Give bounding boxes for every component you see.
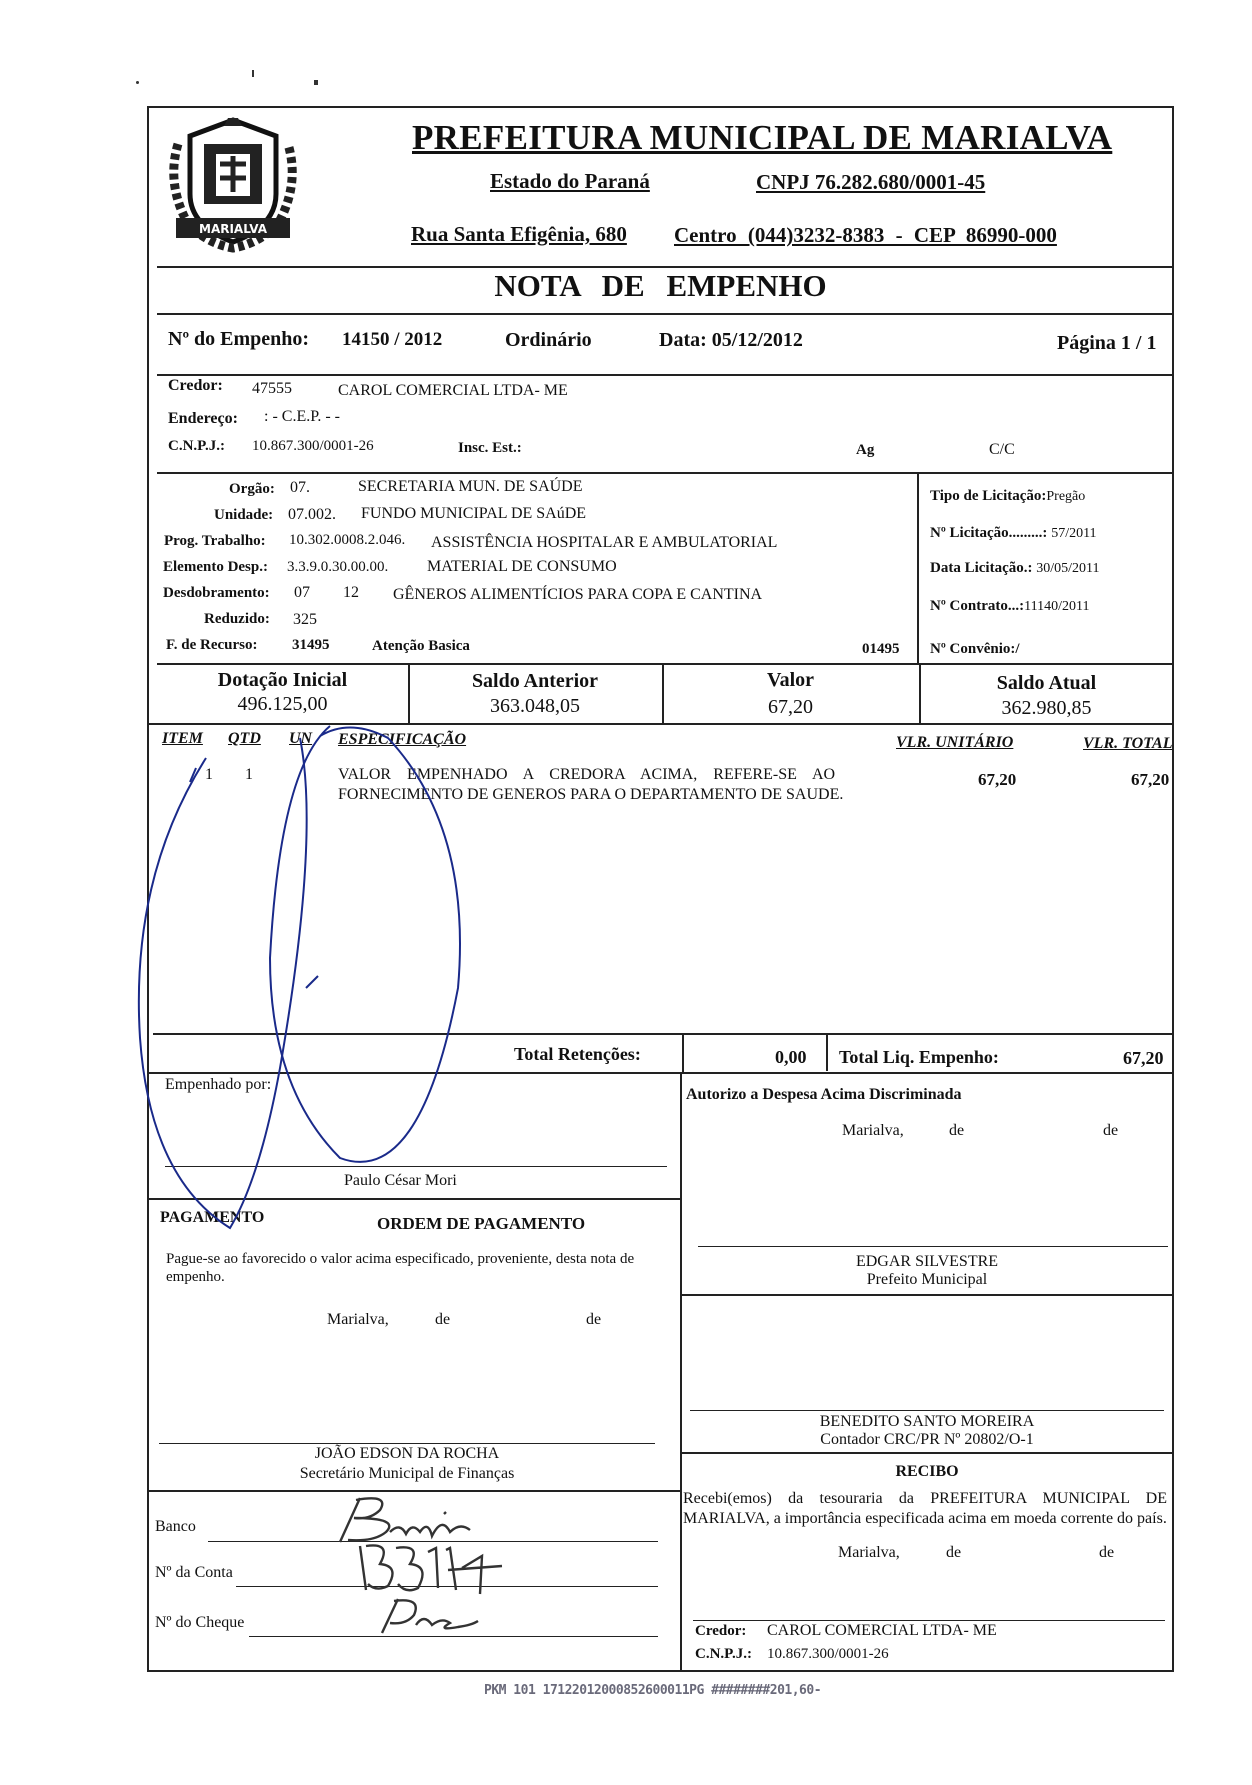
conta-label: Nº da Conta bbox=[155, 1564, 233, 1581]
divider bbox=[680, 1452, 1174, 1454]
row-vlr-total: 67,20 bbox=[1131, 770, 1170, 789]
doc-title: NOTA DE EMPENHO bbox=[494, 268, 827, 303]
prog-trabalho-desc: ASSISTÊNCIA HOSPITALAR E AMBULATORIAL bbox=[431, 534, 778, 551]
header-cnpj: CNPJ 76.282.680/0001-45 bbox=[756, 170, 986, 194]
prefeito-cargo: Prefeito Municipal bbox=[866, 1271, 988, 1288]
contrato-value: 11140/2011 bbox=[1024, 599, 1090, 614]
agencia-label: Ag bbox=[856, 442, 875, 458]
divider bbox=[826, 1035, 828, 1071]
recibo-de-2: de bbox=[1099, 1544, 1115, 1561]
signature-line bbox=[159, 1443, 655, 1444]
conta-corrente-label: C/C bbox=[989, 441, 1015, 458]
prog-trabalho-value: 10.302.0008.2.046. bbox=[289, 532, 406, 548]
tipo-licitacao-label-text: Tipo de Licitação: bbox=[930, 488, 1047, 504]
pagamento-label: PAGAMENTO bbox=[160, 1209, 265, 1226]
num-licitacao-label-text: Nº Licitação.........: bbox=[930, 525, 1048, 541]
header-item: ITEM bbox=[162, 730, 203, 747]
handwriting-conta bbox=[352, 1540, 512, 1598]
tipo-licitacao-value: Pregão bbox=[1046, 489, 1086, 504]
elemento-desc: MATERIAL DE CONSUMO bbox=[427, 558, 617, 575]
data-licitacao-label-text: Data Licitação.: bbox=[930, 560, 1033, 576]
fonte-recurso-code: 01495 bbox=[862, 641, 900, 657]
row-qtd: 1 bbox=[245, 766, 253, 783]
unidade-label: Unidade: bbox=[214, 507, 274, 523]
unidade-desc: FUNDO MUNICIPAL DE SAúDE bbox=[361, 505, 587, 522]
contrato-label bbox=[930, 598, 1089, 615]
orgao-desc: SECRETARIA MUN. DE SAÚDE bbox=[358, 478, 583, 495]
saldo-anterior-label: Saldo Anterior bbox=[471, 670, 599, 692]
valor-label: Valor bbox=[766, 669, 815, 691]
credor-name: CAROL COMERCIAL LTDA- ME bbox=[338, 382, 568, 399]
divider bbox=[157, 374, 1174, 376]
tipo-licitacao-label bbox=[930, 488, 1085, 505]
orgao-value: 07. bbox=[290, 479, 310, 496]
scan-speck bbox=[314, 80, 318, 85]
cnpj-value: 10.867.300/0001-26 bbox=[252, 438, 374, 454]
signature-scribble bbox=[120, 708, 470, 1248]
header-address-2: Centro (044)3232-8383 - CEP 86990-000 bbox=[674, 223, 1057, 247]
valor-value: 67,20 bbox=[768, 696, 813, 718]
header-un: UN bbox=[289, 730, 313, 747]
footer-code: PKM 101 17122012000852600011PG ########201,60- bbox=[484, 1683, 822, 1698]
data-licitacao-value: 30/05/2011 bbox=[1036, 561, 1100, 576]
contador-nome: BENEDITO SANTO MOREIRA bbox=[819, 1413, 1035, 1430]
header-address: Rua Santa Efigênia, 680 bbox=[411, 222, 627, 246]
contrato-label-text: Nº Contrato...: bbox=[930, 598, 1025, 614]
empenho-date: Data: 05/12/2012 bbox=[659, 329, 803, 351]
pagamento-cidade: Marialva, bbox=[327, 1311, 389, 1328]
crest-text: MARIALVA bbox=[199, 222, 267, 236]
recibo-title: RECIBO bbox=[895, 1463, 959, 1480]
num-licitacao-label bbox=[930, 525, 1097, 542]
recibo-credor-value: CAROL COMERCIAL LTDA- ME bbox=[767, 1622, 997, 1639]
pagamento-de-2: de bbox=[586, 1311, 602, 1328]
recibo-texto: Recebi(emos) da tesouraria da PREFEITURA MUNICIPAL DE MARIALVA, a importância especificada acima em moeda corrente do país. bbox=[683, 1490, 1167, 1527]
signature-line bbox=[693, 1620, 1165, 1621]
empenho-number-label: Nº do Empenho: bbox=[168, 328, 310, 350]
num-licitacao-value: 57/2011 bbox=[1051, 526, 1097, 541]
prefeito-nome: EDGAR SILVESTRE bbox=[855, 1253, 999, 1270]
signature-line bbox=[690, 1410, 1164, 1411]
endereco-value: : - C.E.P. - - bbox=[264, 408, 340, 425]
contador-cargo: Contador CRC/PR Nº 20802/O-1 bbox=[820, 1431, 1034, 1448]
reduzido-label: Reduzido: bbox=[204, 611, 270, 627]
desdobramento-label: Desdobramento: bbox=[163, 585, 270, 601]
header-qtd: QTD bbox=[228, 730, 261, 747]
header-title: PREFEITURA MUNICIPAL DE MARIALVA bbox=[412, 118, 1113, 157]
divider bbox=[157, 313, 1174, 315]
fonte-recurso-value: 31495 bbox=[292, 637, 330, 653]
divider bbox=[157, 472, 1174, 474]
recibo-credor-label: Credor: bbox=[695, 1623, 747, 1639]
autorizo-de-2: de bbox=[1103, 1122, 1119, 1139]
saldo-anterior-value: 363.048,05 bbox=[490, 695, 580, 717]
divider bbox=[680, 1072, 682, 1672]
scan-speck bbox=[252, 70, 254, 77]
municipal-crest bbox=[158, 114, 308, 260]
divider bbox=[682, 1033, 684, 1073]
prog-trabalho-label: Prog. Trabalho: bbox=[164, 533, 266, 549]
endereco-label: Endereço: bbox=[168, 410, 238, 427]
header-state: Estado do Paraná bbox=[490, 169, 650, 193]
pagamento-texto: Pague-se ao favorecido o valor acima especificado, proveniente, desta nota de empenho. bbox=[166, 1251, 635, 1285]
reduzido-value: 325 bbox=[293, 611, 317, 628]
dotacao-inicial-label: Dotação Inicial bbox=[217, 669, 348, 691]
credor-code: 47555 bbox=[252, 380, 292, 397]
divider bbox=[157, 663, 1174, 665]
total-liq-value: 67,20 bbox=[1123, 1048, 1164, 1068]
recibo-cnpj-value: 10.867.300/0001-26 bbox=[767, 1646, 889, 1662]
empenho-type: Ordinário bbox=[505, 329, 592, 351]
secretario-cargo: Secretário Municipal de Finanças bbox=[299, 1465, 515, 1482]
autorizo-cidade: Marialva, bbox=[842, 1122, 904, 1139]
saldo-atual-value: 362.980,85 bbox=[1001, 697, 1092, 719]
total-retencoes-value: 0,00 bbox=[775, 1047, 807, 1067]
elemento-value: 3.3.9.0.30.00.00. bbox=[287, 559, 389, 575]
elemento-label: Elemento Desp.: bbox=[163, 559, 268, 575]
unidade-value: 07.002. bbox=[288, 506, 336, 523]
desdobramento-b: 12 bbox=[343, 584, 359, 601]
data-licitacao-label bbox=[930, 560, 1100, 577]
desdobramento-a: 07 bbox=[294, 584, 310, 601]
recibo-cidade: Marialva, bbox=[838, 1544, 900, 1561]
cnpj-label: C.N.P.J.: bbox=[168, 438, 225, 454]
cheque-label: Nº do Cheque bbox=[155, 1614, 245, 1631]
orgao-label: Orgão: bbox=[229, 481, 275, 497]
fonte-recurso-desc: Atenção Basica bbox=[372, 638, 470, 654]
empenho-number: 14150 / 2012 bbox=[342, 329, 443, 350]
dotacao-inicial-value: 496.125,00 bbox=[237, 693, 328, 715]
credor-label: Credor: bbox=[168, 377, 223, 394]
banco-label: Banco bbox=[155, 1518, 196, 1535]
row-espec-2: FORNECIMENTO DE GENEROS PARA O DEPARTAMENTO DE SAUDE. bbox=[338, 786, 844, 803]
recibo-cnpj-label: C.N.P.J.: bbox=[695, 1646, 752, 1662]
row-item: 1 bbox=[205, 766, 213, 783]
page-number: Página 1 / 1 bbox=[1057, 332, 1157, 354]
empenhado-nome: Paulo César Mori bbox=[344, 1172, 457, 1189]
fonte-recurso-label: F. de Recurso: bbox=[166, 637, 258, 653]
header-especificacao: ESPECIFICAÇÃO bbox=[338, 731, 467, 748]
scan-speck bbox=[136, 81, 139, 84]
ordem-pagamento: ORDEM DE PAGAMENTO bbox=[377, 1214, 586, 1233]
autorizo-de-1: de bbox=[949, 1122, 965, 1139]
secretario-nome: JOÃO EDSON DA ROCHA bbox=[314, 1445, 500, 1462]
header-vlr-total: VLR. TOTAL bbox=[1083, 735, 1173, 752]
empenhado-label: Empenhado por: bbox=[165, 1076, 272, 1093]
row-vlr-unitario: 67,20 bbox=[978, 770, 1017, 789]
row-espec-1: VALOR EMPENHADO A CREDORA ACIMA, REFERE-SE AO bbox=[338, 766, 836, 783]
saldo-atual-label: Saldo Atual bbox=[996, 672, 1097, 694]
handwriting-cheque bbox=[376, 1595, 486, 1637]
desdobramento-desc: GÊNEROS ALIMENTÍCIOS PARA COPA E CANTINA bbox=[393, 586, 763, 603]
recibo-de-1: de bbox=[946, 1544, 962, 1561]
total-liq-label: Total Liq. Empenho: bbox=[839, 1047, 999, 1067]
signature-line bbox=[698, 1246, 1168, 1247]
header-vlr-unitario: VLR. UNITÁRIO bbox=[896, 734, 1014, 751]
divider bbox=[917, 473, 919, 663]
autorizo-label: Autorizo a Despesa Acima Discriminada bbox=[686, 1086, 962, 1103]
convenio-label: Nº Convênio:/ bbox=[930, 641, 1020, 657]
insc-est-label: Insc. Est.: bbox=[458, 440, 522, 456]
total-retencoes-label: Total Retenções: bbox=[514, 1044, 641, 1064]
pagamento-de-1: de bbox=[435, 1311, 451, 1328]
divider bbox=[680, 1294, 1174, 1296]
